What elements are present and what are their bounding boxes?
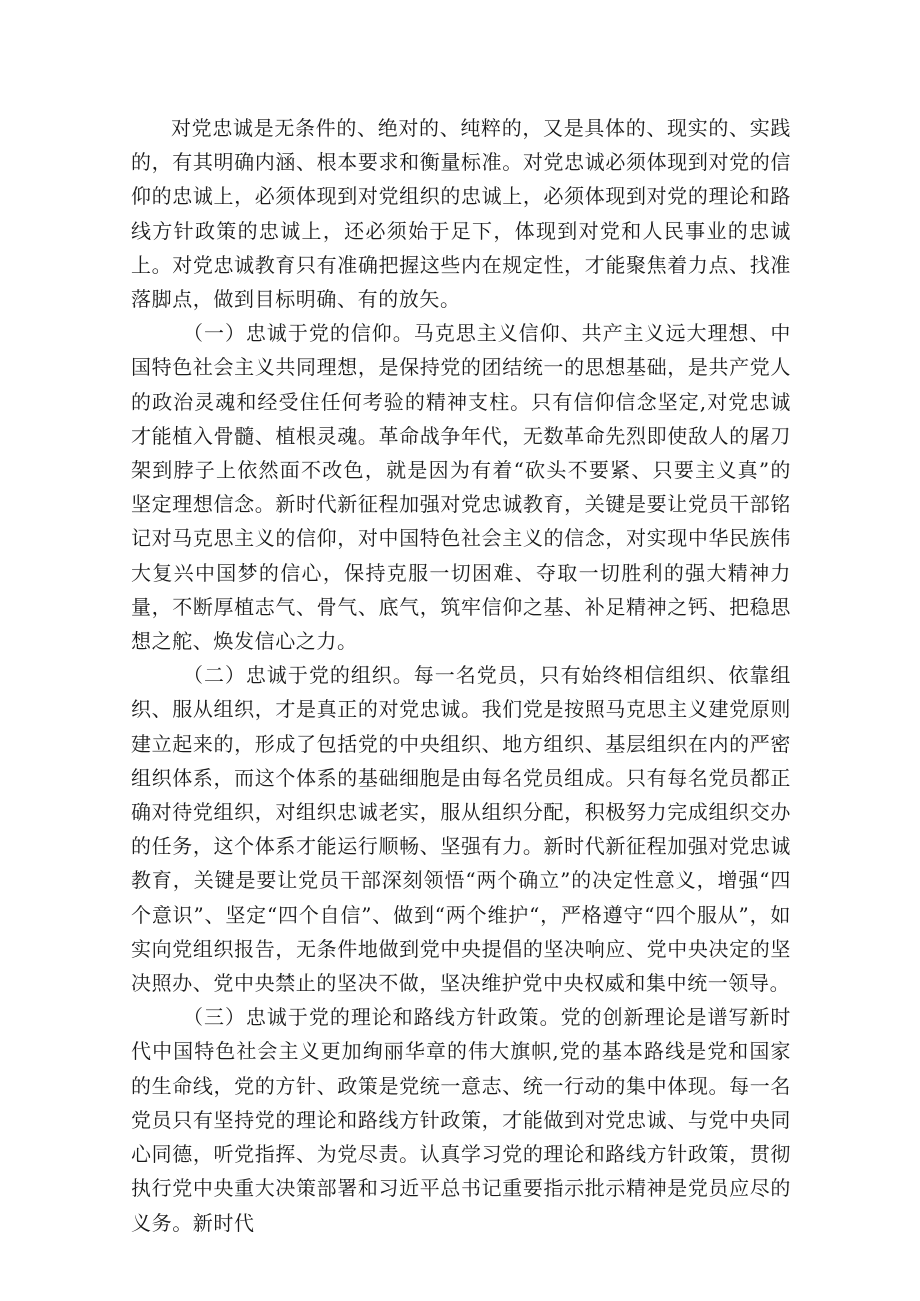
document-body [131,111,791,1240]
paragraph-faith: （一）忠诚于党的信仰。马克思主义信仰、共产主义远大理想、中国特色社会主义共同理想，是保持党的团结统一的思想基础，是共产党人的政治灵魂和经受住任何考验的精神支柱。只有信仰信念坚定,对党忠诚才能植入骨髓、植根灵魂。革命战争年代，无数革命先烈即使敌人的屠刀架到脖子上依然面不改色，就是因为有着“砍头不要紧、只要主义真”的坚定理想信念。新时代新征程加强对党忠诚教育，关键是要让党员干部铭记对马克思主义的信仰，对中国特色社会主义的信念，对实现中华民族伟大复兴中国梦的信心，保持克服一切困难、夺取一切胜利的强大精神力量，不断厚植志气、骨气、底气，筑牢信仰之基、补足精神之钙、把稳思想之舵、焕发信心之力。 [131,321,791,654]
paragraph-theory: （三）忠诚于党的理论和路线方针政策。党的创新理论是谱写新时代中国特色社会主义更加绚丽华章的伟大旗帜,党的基本路线是党和国家的生命线，党的方针、政策是党统一意志、统一行动的集中体现。每一名党员只有坚持党的理论和路线方针政策，才能做到对党忠诚、与党中央同心同德，听党指挥、为党尽责。认真学习党的理论和路线方针政策，贯彻执行党中央重大决策部署和习近平总书记重要指示批示精神是党员应尽的义务。新时代 [131,1005,791,1235]
paragraph-intro: 对党忠诚是无条件的、绝对的、纯粹的，又是具体的、现实的、实践的，有其明确内涵、根本要求和衡量标准。对党忠诚必须体现到对党的信仰的忠诚上，必须体现到对党组织的忠诚上，必须体现到对党的理论和路线方针政策的忠诚上，还必须始于足下，体现到对党和人民事业的忠诚上。对党忠诚教育只有准确把握这些内在规定性，才能聚焦着力点、找准落脚点，做到目标明确、有的放矢。 [131,116,791,312]
paragraph-organization: （二）忠诚于党的组织。每一名党员，只有始终相信组织、依靠组织、服从组织，才是真正的对党忠诚。我们党是按照马克思主义建党原则建立起来的，形成了包括党的中央组织、地方组织、基层组织在内的严密组织体系，而这个体系的基础细胞是由每名党员组成。只有每名党员都正确对待党组织，对组织忠诚老实，服从组织分配，积极努力完成组织交办的任务，这个体系才能运行顺畅、坚强有力。新时代新征程加强对党忠诚教育，关键是要让党员干部深刻领悟“两个确立”的决定性意义，增强“四个意识”、坚定“四个自信”、做到“两个维护“，严格遵守“四个服从”，如实向党组织报告，无条件地做到党中央提倡的坚决响应、党中央决定的坚决照办、党中央禁止的坚决不做，坚决维护党中央权威和集中统一领导。 [131,663,791,996]
